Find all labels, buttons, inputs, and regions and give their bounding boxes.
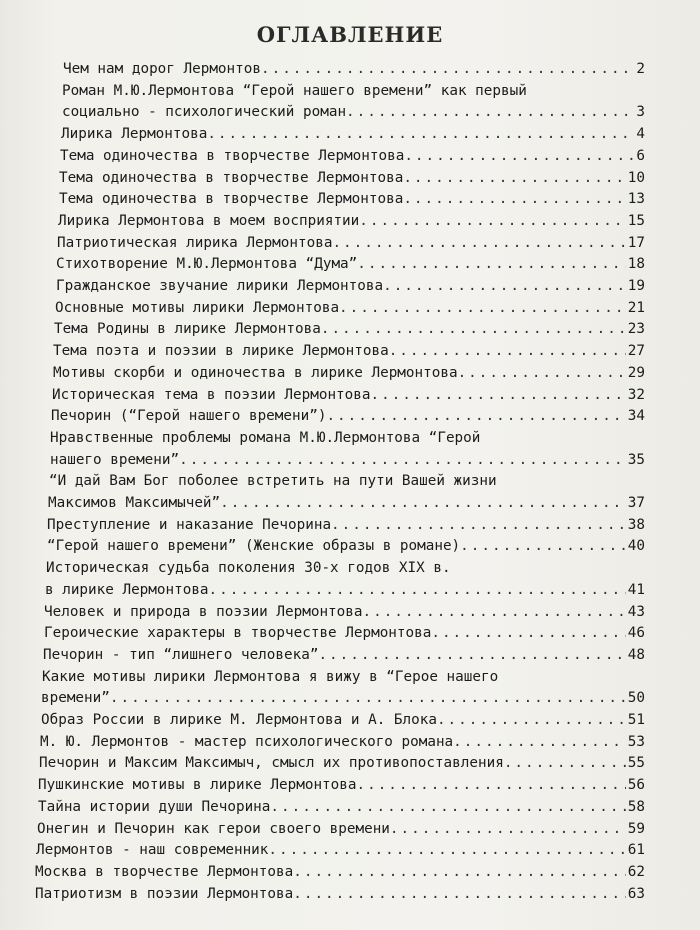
toc-entry-line bbox=[51, 405, 645, 427]
toc-entry-title: Патриотическая лирика Лермонтова bbox=[57, 234, 333, 251]
page-number: 15 bbox=[627, 212, 645, 229]
dot-leader bbox=[359, 210, 626, 232]
dot-leader bbox=[362, 601, 625, 623]
page-number: 61 bbox=[627, 842, 645, 859]
dot-leader bbox=[209, 579, 626, 601]
dot-leader bbox=[321, 318, 626, 340]
toc-entry-title: Стихотворение М.Ю.Лермонтова “Дума” bbox=[56, 256, 358, 273]
dot-leader bbox=[437, 709, 626, 731]
page-number: 3 bbox=[636, 104, 645, 121]
page-number: 46 bbox=[627, 625, 645, 642]
toc-entry-title: Гражданское звучание лирики Лермонтова bbox=[56, 278, 384, 294]
toc-entry-line bbox=[35, 861, 645, 883]
dot-leader bbox=[346, 101, 634, 123]
toc-entry-title: М. Ю. Лермонтов - мастер психологического романа bbox=[40, 733, 454, 750]
page-number: 18 bbox=[627, 256, 645, 273]
toc-entry-title: Печорин и Максим Максимыч, смысл их противопоставления bbox=[39, 755, 504, 772]
toc-entry-line bbox=[49, 470, 497, 492]
page-number: 38 bbox=[627, 516, 645, 533]
toc-entry-title: Печорин - тип “лишнего человека” bbox=[43, 646, 319, 663]
page-number: 34 bbox=[627, 408, 645, 425]
toc-entry-line bbox=[47, 514, 645, 536]
toc-entry-line bbox=[59, 167, 645, 189]
toc-entry-title: Историческая судьба поколения 30-х годов XIX в. bbox=[46, 560, 451, 577]
toc-entry-line bbox=[50, 449, 645, 471]
toc-entry-title: Тема одиночества в творчестве Лермонтова bbox=[59, 191, 404, 208]
toc-entry-title: Тема поэта и поэзии в лирике Лермонтова bbox=[53, 343, 389, 360]
toc-entry-title: Лирика Лермонтова в моем восприятии bbox=[58, 212, 360, 229]
page-number: 19 bbox=[627, 278, 645, 294]
page-number: 56 bbox=[627, 777, 645, 794]
toc-entry-line bbox=[50, 427, 480, 449]
toc-entry-title: Лирика Лермонтова bbox=[61, 126, 208, 143]
toc-entry-line bbox=[38, 796, 645, 818]
page-number: 40 bbox=[627, 538, 645, 555]
page-number: 62 bbox=[627, 863, 645, 880]
dot-leader bbox=[390, 818, 626, 840]
toc-entry-line bbox=[45, 579, 645, 601]
toc-entry-title: в лирике Лермонтова bbox=[45, 581, 209, 598]
dot-leader bbox=[370, 384, 625, 406]
toc-entry-title: Образ России в лирике М. Лермонтова и А. Блока bbox=[41, 712, 437, 728]
toc-entry-title: Какие мотивы лирики Лермонтова я вижу в “Герое нашего bbox=[42, 668, 499, 685]
page-number: 48 bbox=[627, 646, 645, 663]
dot-leader bbox=[207, 123, 634, 145]
toc-entry-line bbox=[39, 752, 645, 774]
toc-entry-title: Чем нам дорог Лермонтов bbox=[63, 61, 261, 77]
dot-leader bbox=[453, 731, 626, 753]
page-number: 59 bbox=[627, 820, 645, 837]
toc-entry-line bbox=[38, 774, 645, 796]
toc-entry-line bbox=[44, 601, 645, 623]
page-number: 51 bbox=[627, 712, 645, 728]
toc-entry-line bbox=[46, 557, 451, 579]
dot-leader bbox=[332, 232, 625, 254]
toc-entry-line bbox=[60, 145, 645, 167]
dot-leader bbox=[268, 839, 625, 861]
toc-entry-line bbox=[41, 709, 645, 731]
toc-entry-title: Лермонтов - наш современник bbox=[36, 842, 269, 859]
page-number: 4 bbox=[636, 126, 645, 143]
toc-entry-title: Тайна истории души Печорина bbox=[38, 798, 271, 815]
dot-leader bbox=[331, 514, 626, 536]
toc-entry-line bbox=[58, 210, 645, 232]
toc-entry-line bbox=[43, 644, 645, 666]
toc-entry-title: нашего времени” bbox=[50, 451, 180, 468]
toc-entry-title: Тема Родины в лирике Лермонтова bbox=[54, 321, 321, 338]
page-number: 23 bbox=[627, 321, 645, 338]
dot-leader bbox=[339, 297, 626, 319]
page-number: 43 bbox=[627, 603, 645, 620]
toc-entry-title: Максимов Максимычей” bbox=[48, 495, 221, 511]
page-number: 17 bbox=[627, 234, 645, 251]
dot-leader bbox=[383, 275, 626, 297]
toc-entry-line bbox=[35, 883, 645, 905]
dot-leader bbox=[460, 535, 626, 557]
dot-leader bbox=[357, 253, 626, 275]
toc-entry-line bbox=[48, 492, 645, 514]
dot-leader bbox=[220, 492, 626, 514]
dot-leader bbox=[318, 644, 625, 666]
toc-entry-title: Тема одиночества в творчестве Лермонтова bbox=[59, 169, 404, 186]
dot-leader bbox=[389, 340, 626, 362]
page-number: 27 bbox=[627, 343, 645, 360]
toc-entry-line bbox=[52, 384, 645, 406]
page-number: 58 bbox=[627, 798, 645, 815]
toc-entry-line bbox=[56, 253, 645, 275]
dot-leader bbox=[403, 188, 625, 210]
toc-entry-line bbox=[62, 80, 527, 102]
toc-entry-title: Роман М.Ю.Лермонтова “Герой нашего времени” как первый bbox=[62, 82, 527, 99]
dot-leader bbox=[270, 796, 625, 818]
toc-entry-title: Мотивы скорби и одиночества в лирике Лермонтова bbox=[53, 364, 458, 381]
toc-entry-line bbox=[56, 275, 645, 297]
page-number: 2 bbox=[636, 61, 645, 77]
toc-entry-title: Героические характеры в творчестве Лермонтова bbox=[44, 625, 432, 642]
dot-leader bbox=[326, 405, 625, 427]
toc-entry-line bbox=[53, 340, 645, 362]
toc-entry-line bbox=[37, 818, 645, 840]
page-number: 21 bbox=[627, 299, 645, 316]
dot-leader bbox=[458, 362, 626, 384]
toc-entry-title: Печорин (“Герой нашего времени”) bbox=[51, 408, 327, 425]
dot-leader bbox=[293, 883, 626, 905]
toc-entry-title: Нравственные проблемы романа М.Ю.Лермонтова “Герой bbox=[50, 429, 481, 446]
page-title: ОГЛАВЛЕНИЕ bbox=[256, 22, 444, 47]
page-number: 63 bbox=[627, 885, 645, 902]
page-number: 50 bbox=[627, 690, 645, 707]
toc-entry-title: Москва в творчестве Лермонтова bbox=[35, 863, 294, 880]
toc-entry-title: Пушкинские мотивы в лирике Лермонтова bbox=[38, 777, 357, 794]
dot-leader bbox=[261, 58, 634, 80]
page-number: 41 bbox=[627, 581, 645, 598]
toc-entry-line bbox=[63, 58, 645, 80]
dot-leader bbox=[179, 449, 626, 471]
toc-entry-line bbox=[41, 687, 645, 709]
toc-entry-line bbox=[47, 535, 645, 557]
page-number: 53 bbox=[627, 733, 645, 750]
dot-leader bbox=[404, 145, 634, 167]
dot-leader bbox=[504, 752, 626, 774]
dot-leader bbox=[403, 167, 625, 189]
toc-entry-line bbox=[44, 622, 645, 644]
page-number: 29 bbox=[627, 364, 645, 381]
page-number: 35 bbox=[627, 451, 645, 468]
toc-entry-line bbox=[59, 188, 645, 210]
page-number: 37 bbox=[627, 495, 645, 511]
page-number: 10 bbox=[627, 169, 645, 186]
toc-entry-title: социально - психологический роман bbox=[62, 104, 347, 121]
toc-entry-line bbox=[53, 362, 645, 384]
toc-entry-line bbox=[57, 232, 645, 254]
dot-leader bbox=[110, 687, 626, 709]
toc-entry-line bbox=[62, 101, 645, 123]
toc-entry-title: Человек и природа в поэзии Лермонтова bbox=[44, 603, 363, 620]
toc-entry-title: “И дай Вам Бог поболее встретить на пути Вашей жизни bbox=[49, 473, 497, 490]
dot-leader bbox=[356, 774, 625, 796]
page-number: 13 bbox=[627, 191, 645, 208]
dot-leader bbox=[431, 622, 625, 644]
page-number: 55 bbox=[627, 755, 645, 772]
toc-entry-title: Историческая тема в поэзии Лермонтова bbox=[52, 386, 371, 403]
toc-entry-title: Патриотизм в поэзии Лермонтова bbox=[35, 885, 294, 902]
toc-entry-title: Преступление и наказание Печорина bbox=[47, 516, 332, 533]
page-number: 6 bbox=[636, 147, 645, 164]
page-number: 32 bbox=[627, 386, 645, 403]
toc-entry-line bbox=[40, 731, 645, 753]
toc-entry-title: Основные мотивы лирики Лермонтова bbox=[55, 299, 340, 316]
toc-entry-title: Онегин и Печорин как герои своего времени bbox=[37, 820, 390, 837]
toc-entry-title: “Герой нашего времени” (Женские образы в романе) bbox=[47, 538, 461, 555]
toc-entry-line bbox=[36, 839, 645, 861]
toc-entry-title: Тема одиночества в творчестве Лермонтова bbox=[60, 147, 405, 164]
toc-entry-line bbox=[42, 666, 498, 688]
toc-entry-line bbox=[55, 297, 645, 319]
toc-entry-title: времени” bbox=[41, 690, 110, 707]
toc-entry-line bbox=[61, 123, 645, 145]
toc-entry-line bbox=[54, 318, 645, 340]
dot-leader bbox=[293, 861, 626, 883]
